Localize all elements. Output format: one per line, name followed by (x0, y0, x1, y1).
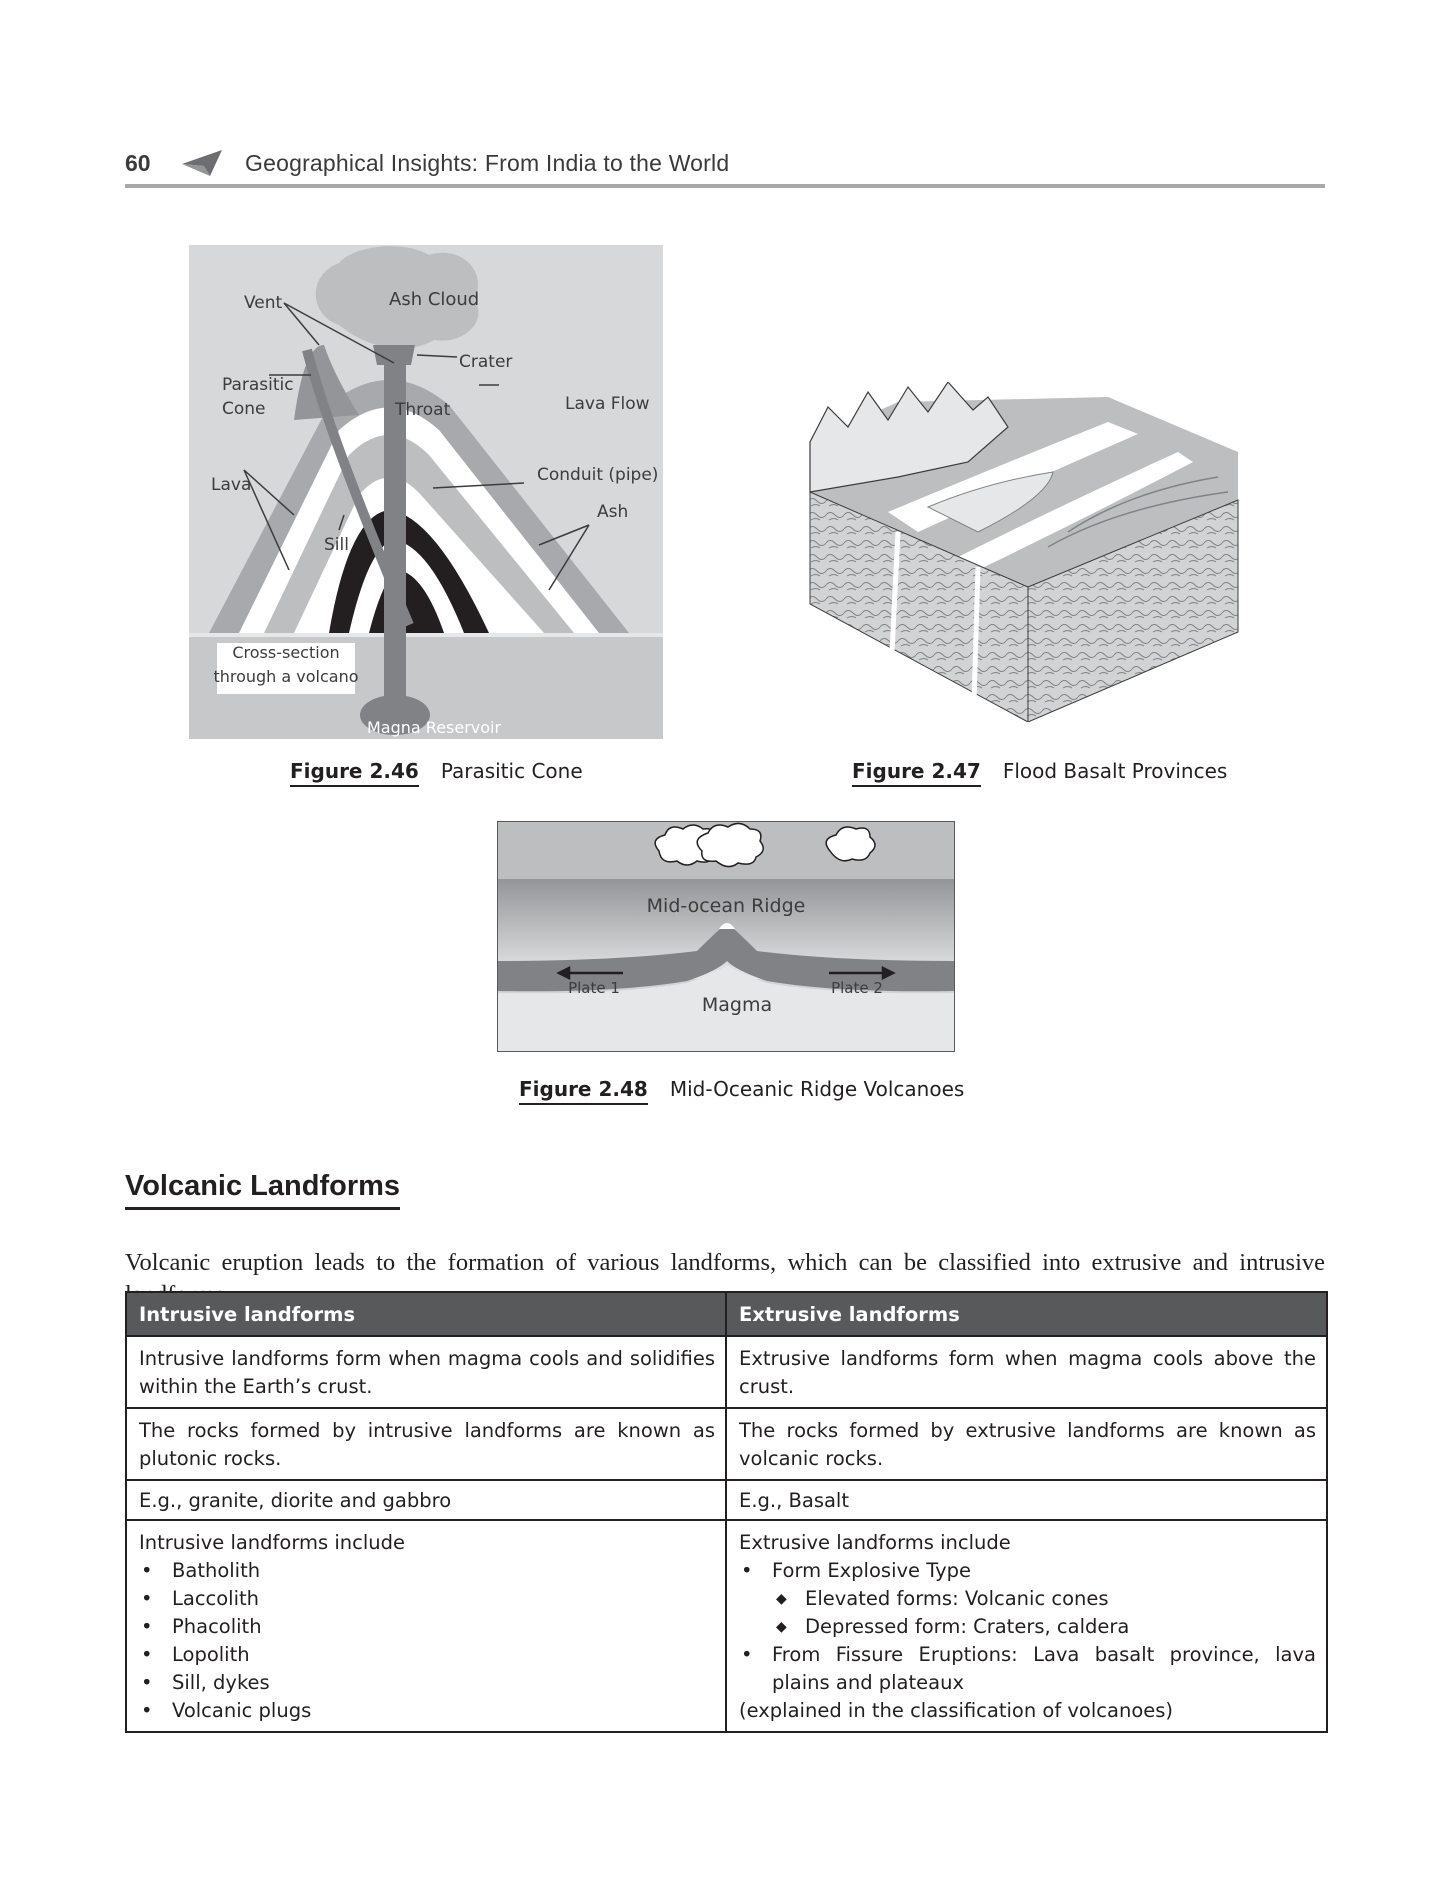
list-item: • Sill, dykes (139, 1669, 715, 1697)
cross-section-label-1: Cross-section (232, 643, 340, 662)
lava-flow-label: Lava Flow (565, 394, 650, 414)
table-header-extrusive: Extrusive landforms (726, 1292, 1327, 1336)
explosive-type-label: Form Explosive Type (772, 1559, 972, 1582)
extrusive-list-cell (726, 1520, 1327, 1732)
figure-2-47-caption (852, 759, 1227, 783)
explosive-sub-list (772, 1585, 1316, 1641)
throat-label: Throat (395, 400, 451, 420)
ash-label: Ash (597, 502, 629, 522)
parasitic-label-2: Cone (222, 399, 266, 419)
extrusive-list (739, 1557, 1316, 1697)
running-header (125, 146, 1325, 190)
extrusive-list-intro: Extrusive landforms include (739, 1531, 1011, 1554)
landforms-table (125, 1291, 1328, 1733)
table-row (126, 1480, 1327, 1520)
list-item: • Batholith (139, 1557, 715, 1585)
table-row (126, 1336, 1327, 1408)
list-item: ◆ Elevated forms: Volcanic cones (772, 1585, 1316, 1613)
list-item: • Phacolith (139, 1613, 715, 1641)
figure-2-46-caption (290, 759, 583, 783)
list-item: • Laccolith (139, 1585, 715, 1613)
mid-ocean-ridge-label: Mid-ocean Ridge (646, 895, 806, 917)
list-item: • Lopolith (139, 1641, 715, 1669)
intrusive-list (139, 1557, 715, 1725)
table-cell: The rocks formed by intrusive landforms are known as plutonic rocks. (126, 1408, 726, 1480)
magma-label: Magma (701, 994, 773, 1016)
plate-1-label: Plate 1 (568, 979, 620, 997)
list-item (739, 1557, 1316, 1641)
conduit-label: Conduit (pipe) (537, 465, 659, 485)
table-row (126, 1408, 1327, 1480)
cross-section-label-2: through a volcano (213, 667, 359, 686)
paper-plane-icon (180, 148, 224, 178)
figure-2-47-label: Figure 2.47 (852, 759, 981, 787)
table-cell: E.g., Basalt (726, 1480, 1327, 1520)
mid-ocean-ridge-diagram (497, 821, 955, 1052)
table-header-row (126, 1292, 1327, 1336)
figure-2-48-title: Mid-Oceanic Ridge Volcanoes (669, 1077, 965, 1101)
classification-note: (explained in the classification of volcanoes) (739, 1699, 1174, 1722)
figure-2-46-label: Figure 2.46 (290, 759, 419, 787)
volcano-cross-section-diagram (189, 245, 663, 739)
table-header-intrusive: Intrusive landforms (126, 1292, 726, 1336)
list-item: • Volcanic plugs (139, 1697, 715, 1725)
magma-reservoir-label: Magna Reservoir (367, 718, 502, 737)
figure-2-48-label: Figure 2.48 (519, 1077, 648, 1105)
list-item: ◆ Depressed form: Craters, caldera (772, 1613, 1316, 1641)
section-intro: Volcanic eruption leads to the formation of various landforms, which can be classified into extrusive and intrusive (125, 1248, 1325, 1276)
crater-label: Crater (459, 352, 513, 372)
table-cell: The rocks formed by extrusive landforms are known as volcanic rocks. (726, 1408, 1327, 1480)
figure-2-47-title: Flood Basalt Provinces (1002, 759, 1228, 783)
flood-basalt-block-diagram (808, 382, 1243, 722)
intrusive-list-intro: Intrusive landforms include (139, 1531, 406, 1554)
ash-cloud-label: Ash Cloud (389, 289, 480, 310)
plate-2-label: Plate 2 (831, 979, 883, 997)
page-number: 60 (125, 150, 151, 176)
lava-label: Lava (211, 475, 252, 495)
sill-label: Sill (324, 535, 349, 555)
figure-2-48-caption (519, 1077, 964, 1101)
intrusive-list-cell (126, 1520, 726, 1732)
section-heading: Volcanic Landforms (125, 1170, 400, 1210)
parasitic-label-1: Parasitic (222, 375, 294, 395)
table-cell: Extrusive landforms form when magma cools above the crust. (726, 1336, 1327, 1408)
table-cell: Intrusive landforms form when magma cools and solidifies within the Earth’s crust. (126, 1336, 726, 1408)
vent-label: Vent (244, 293, 283, 313)
header-rule (125, 184, 1325, 188)
book-title: Geographical Insights: From India to the World (245, 150, 730, 176)
figure-2-46-title: Parasitic Cone (440, 759, 583, 783)
table-cell: E.g., granite, diorite and gabbro (126, 1480, 726, 1520)
list-item: • From Fissure Eruptions: Lava basalt province, lava plains and plateaux (739, 1641, 1316, 1697)
table-row (126, 1520, 1327, 1732)
